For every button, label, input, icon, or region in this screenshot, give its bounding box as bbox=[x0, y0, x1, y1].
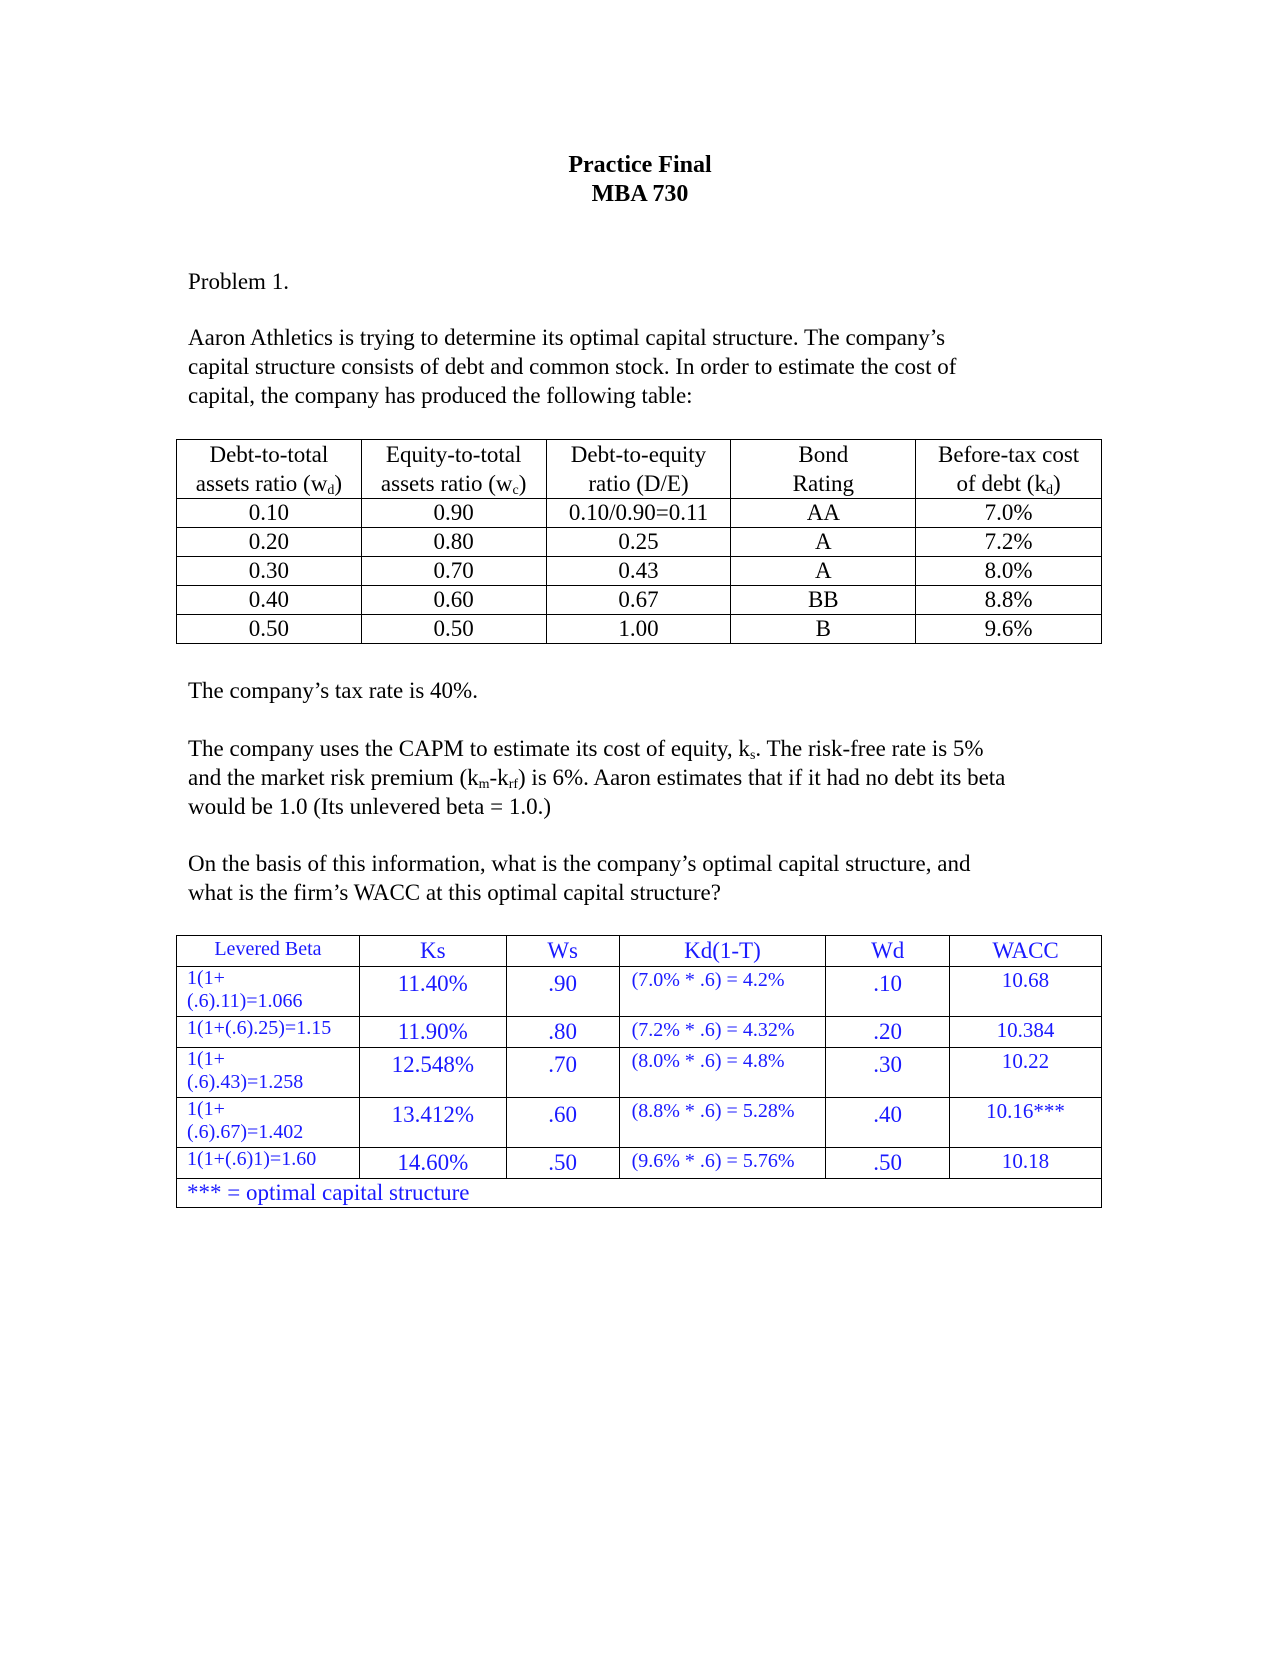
kd-cell: (7.0% * .6) = 4.2% bbox=[619, 967, 826, 1017]
text-span: ) is 6%. Aaron estimates that if it had no debt its beta bbox=[518, 765, 1006, 790]
wacc-cell: 10.384 bbox=[950, 1017, 1102, 1048]
table-cell: 0.43 bbox=[546, 557, 731, 586]
beta-cell: 1(1+(.6).25)=1.15 bbox=[177, 1017, 360, 1048]
subscript: d bbox=[327, 483, 335, 498]
table-cell: BB bbox=[731, 586, 916, 615]
ws-cell: .80 bbox=[506, 1017, 619, 1048]
text-span: The company uses the CAPM to estimate its cost of equity, k bbox=[188, 736, 750, 761]
optimal-structure-note: *** = optimal capital structure bbox=[177, 1179, 1102, 1208]
wd-cell: .20 bbox=[826, 1017, 950, 1048]
table-cell: 0.20 bbox=[177, 528, 362, 557]
table-cell: 0.10/0.90=0.11 bbox=[546, 499, 731, 528]
table-row bbox=[177, 528, 1102, 557]
header-line: Debt-to-equity bbox=[570, 442, 707, 467]
beta-line: (.6).67)=1.402 bbox=[187, 1121, 304, 1143]
wacc-cell: 10.16*** bbox=[950, 1098, 1102, 1148]
ws-cell: .50 bbox=[506, 1148, 619, 1179]
table-cell: 9.6% bbox=[916, 615, 1102, 644]
kd-cell: (9.6% * .6) = 5.76% bbox=[619, 1148, 826, 1179]
table-cell: 0.70 bbox=[361, 557, 546, 586]
subscript: s bbox=[749, 748, 756, 763]
header-line: Before-tax cost bbox=[938, 442, 1080, 467]
table-row bbox=[177, 499, 1102, 528]
capm-line bbox=[188, 763, 1118, 792]
table-row bbox=[177, 615, 1102, 644]
header-before-tax-cost bbox=[916, 440, 1102, 499]
table-cell: 7.0% bbox=[916, 499, 1102, 528]
beta-line: (.6).11)=1.066 bbox=[187, 990, 303, 1012]
ws-cell: .60 bbox=[506, 1098, 619, 1148]
table-cell: 0.67 bbox=[546, 586, 731, 615]
table-cell: 8.0% bbox=[916, 557, 1102, 586]
header-debt-to-total bbox=[177, 440, 362, 499]
ks-cell: 13.412% bbox=[359, 1098, 506, 1148]
header-bond-rating bbox=[731, 440, 916, 499]
header-line: ratio (D/E) bbox=[588, 471, 689, 496]
capm-line: would be 1.0 (Its unlevered beta = 1.0.) bbox=[188, 794, 551, 819]
table-cell: 0.40 bbox=[177, 586, 362, 615]
header-kd-after-tax: Kd(1-T) bbox=[619, 936, 826, 967]
table-footer-row bbox=[177, 1179, 1102, 1208]
table-cell: A bbox=[731, 528, 916, 557]
question-line: On the basis of this information, what is the company’s optimal capital structure, and bbox=[188, 851, 971, 876]
table-cell: 0.90 bbox=[361, 499, 546, 528]
table-cell: 0.25 bbox=[546, 528, 731, 557]
header-line: Rating bbox=[792, 471, 854, 496]
table-row bbox=[177, 1148, 1102, 1179]
beta-cell: 1(1+(.6)1)=1.60 bbox=[177, 1148, 360, 1179]
beta-line: 1(1+ bbox=[187, 1048, 225, 1070]
table-cell: A bbox=[731, 557, 916, 586]
table-header-row bbox=[177, 440, 1102, 499]
header-ws: Ws bbox=[506, 936, 619, 967]
intro-line: Aaron Athletics is trying to determine its optimal capital structure. The company’s bbox=[188, 325, 946, 350]
beta-cell bbox=[177, 1098, 360, 1148]
header-line: ) bbox=[1052, 471, 1061, 496]
header-line: ) bbox=[334, 471, 342, 496]
text-span: -k bbox=[489, 765, 509, 790]
wacc-cell: 10.22 bbox=[950, 1048, 1102, 1098]
table-row bbox=[177, 1017, 1102, 1048]
question-line: what is the firm’s WACC at this optimal capital structure? bbox=[188, 880, 721, 905]
course-code: MBA 730 bbox=[591, 181, 689, 207]
intro-line: capital structure consists of debt and common stock. In order to estimate the cost of bbox=[188, 354, 957, 379]
kd-cell: (8.0% * .6) = 4.8% bbox=[619, 1048, 826, 1098]
wacc-cell: 10.18 bbox=[950, 1148, 1102, 1179]
header-line: ) bbox=[518, 471, 527, 496]
ks-cell: 12.548% bbox=[359, 1048, 506, 1098]
subscript: m bbox=[478, 777, 490, 792]
header-line: Bond bbox=[798, 442, 849, 467]
table-cell: 1.00 bbox=[546, 615, 731, 644]
header-wacc: WACC bbox=[950, 936, 1102, 967]
table-row bbox=[177, 1098, 1102, 1148]
header-line: of debt (k bbox=[956, 471, 1046, 496]
subscript: c bbox=[512, 483, 519, 498]
header-line: assets ratio (w bbox=[195, 471, 328, 496]
capm-paragraph bbox=[188, 734, 1118, 821]
wd-cell: .10 bbox=[826, 967, 950, 1017]
capital-structure-table bbox=[176, 439, 1102, 644]
table-cell: 8.8% bbox=[916, 586, 1102, 615]
kd-cell: (7.2% * .6) = 4.32% bbox=[619, 1017, 826, 1048]
ks-cell: 11.90% bbox=[359, 1017, 506, 1048]
wd-cell: .40 bbox=[826, 1098, 950, 1148]
capm-line bbox=[188, 734, 1118, 763]
table-cell: 0.60 bbox=[361, 586, 546, 615]
header-line: Debt-to-total bbox=[209, 442, 329, 467]
table-cell: 0.50 bbox=[361, 615, 546, 644]
ws-cell: .70 bbox=[506, 1048, 619, 1098]
solution-table bbox=[176, 935, 1102, 1208]
beta-line: 1(1+ bbox=[187, 967, 225, 989]
header-line: Equity-to-total bbox=[385, 442, 522, 467]
header-wd: Wd bbox=[826, 936, 950, 967]
table-row bbox=[177, 1048, 1102, 1098]
wd-cell: .50 bbox=[826, 1148, 950, 1179]
header-debt-to-equity bbox=[546, 440, 731, 499]
table-cell: AA bbox=[731, 499, 916, 528]
table-cell: 0.30 bbox=[177, 557, 362, 586]
table-cell: B bbox=[731, 615, 916, 644]
beta-line: (.6).43)=1.258 bbox=[187, 1071, 304, 1093]
intro-line: capital, the company has produced the following table: bbox=[188, 383, 693, 408]
wacc-cell: 10.68 bbox=[950, 967, 1102, 1017]
header-levered-beta: Levered Beta bbox=[177, 936, 360, 967]
question-paragraph bbox=[188, 849, 1118, 907]
beta-cell bbox=[177, 1048, 360, 1098]
header-equity-to-total bbox=[361, 440, 546, 499]
text-span: and the market risk premium (k bbox=[188, 765, 479, 790]
ks-cell: 14.60% bbox=[359, 1148, 506, 1179]
beta-line: 1(1+ bbox=[187, 1098, 225, 1120]
problem-label: Problem 1. bbox=[188, 269, 289, 294]
kd-cell: (8.8% * .6) = 5.28% bbox=[619, 1098, 826, 1148]
ks-cell: 11.40% bbox=[359, 967, 506, 1017]
header-line: assets ratio (w bbox=[380, 471, 513, 496]
table-cell: 0.80 bbox=[361, 528, 546, 557]
tax-rate-text: The company’s tax rate is 40%. bbox=[188, 678, 478, 703]
intro-paragraph bbox=[188, 323, 1118, 410]
beta-cell bbox=[177, 967, 360, 1017]
wd-cell: .30 bbox=[826, 1048, 950, 1098]
table-header-row bbox=[177, 936, 1102, 967]
table-row bbox=[177, 586, 1102, 615]
table-row bbox=[177, 967, 1102, 1017]
table-cell: 7.2% bbox=[916, 528, 1102, 557]
subscript: rf bbox=[508, 777, 519, 792]
table-row bbox=[177, 557, 1102, 586]
header-ks: Ks bbox=[359, 936, 506, 967]
subscript: d bbox=[1045, 483, 1053, 498]
ws-cell: .90 bbox=[506, 967, 619, 1017]
table-cell: 0.10 bbox=[177, 499, 362, 528]
document-title: Practice Final bbox=[568, 152, 712, 178]
text-span: . The risk-free rate is 5% bbox=[755, 736, 984, 761]
table-cell: 0.50 bbox=[177, 615, 362, 644]
